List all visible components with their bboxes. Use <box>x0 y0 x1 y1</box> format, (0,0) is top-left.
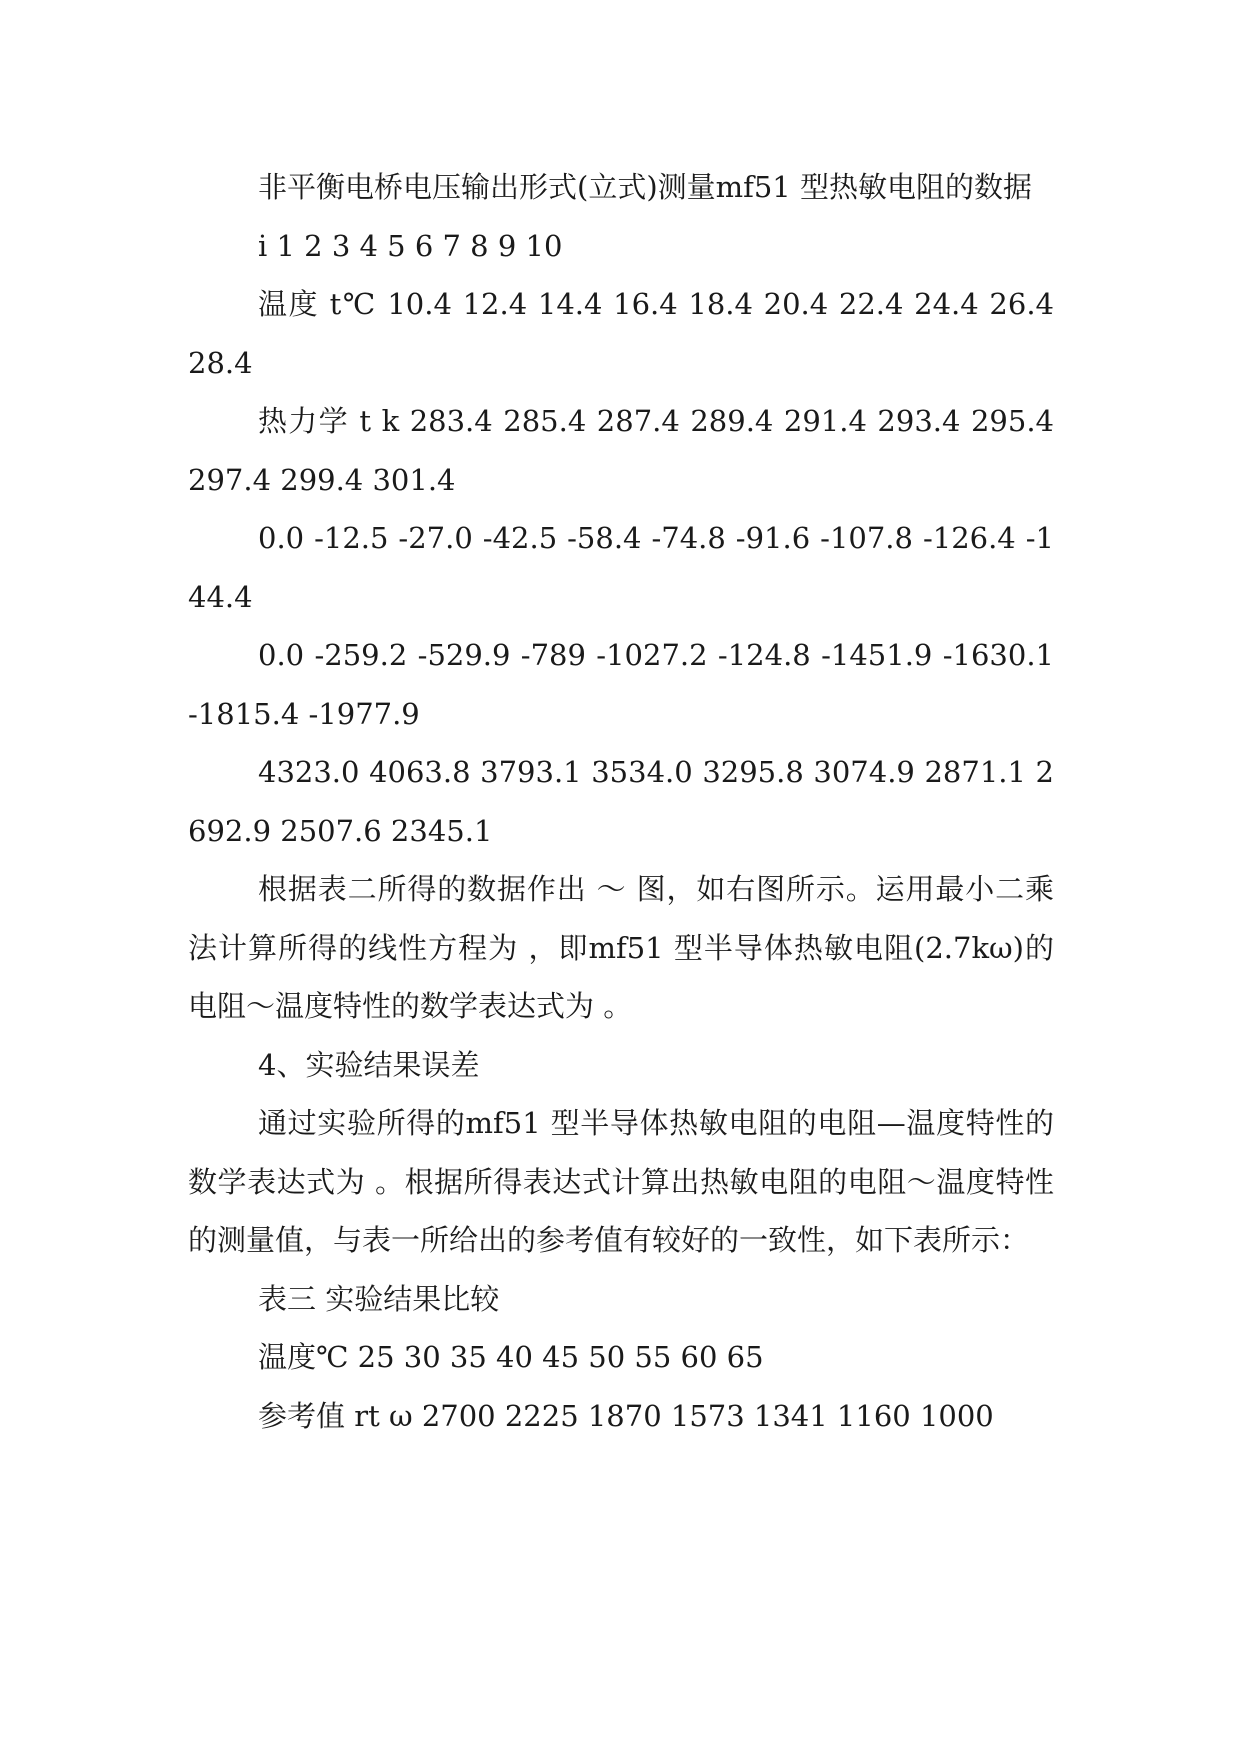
paragraph-result: 通过实验所得的mf51 型半导体热敏电阻的电阻—温度特性的数学表达式为 。根据所得表达式计算出热敏电阻的电阻～温度特性的测量值，与表一所给出的参考值有较好的一致性，如下表所示： <box>188 1106 1054 1257</box>
section-heading-error: 4、实验结果误差 <box>258 1047 480 1082</box>
paragraph-data-row-1: 0.0 -12.5 -27.0 -42.5 -58.4 -74.8 -91.6 -107.8 -126.4 -144.4 <box>188 521 1054 614</box>
paragraph-data-row-2: 0.0 -259.2 -529.9 -789 -1027.2 -124.8 -1451.9 -1630.1 -1815.4 -1977.9 <box>188 638 1054 731</box>
paragraph-analysis: 根据表二所得的数据作出 ～ 图，如右图所示。运用最小二乘法计算所得的线性方程为 ，即mf51 型半导体热敏电阻(2.7kω)的电阻～温度特性的数学表达式为 。 <box>188 872 1054 1023</box>
paragraph-title: 非平衡电桥电压输出形式(立式)测量mf51 型热敏电阻的数据 <box>258 170 1032 204</box>
table-row-temperature: 温度℃ 25 30 35 40 45 50 55 60 65 <box>258 1340 764 1374</box>
table-caption: 表三 实验结果比较 <box>258 1281 500 1316</box>
paragraph-index-row: i 1 2 3 4 5 6 7 8 9 10 <box>258 228 563 263</box>
paragraph-data-row-3: 4323.0 4063.8 3793.1 3534.0 3295.8 3074.9 2871.1 2692.9 2507.6 2345.1 <box>188 755 1054 848</box>
document-page <box>188 158 1054 1445</box>
paragraph-thermodynamic-row: 热力学 t k 283.4 285.4 287.4 289.4 291.4 293.4 295.4 297.4 299.4 301.4 <box>188 404 1054 497</box>
paragraph-temperature-row: 温度 t℃ 10.4 12.4 14.4 16.4 18.4 20.4 22.4 24.4 26.4 28.4 <box>188 287 1054 380</box>
table-row-reference: 参考值 rt ω 2700 2225 1870 1573 1341 1160 1000 <box>258 1398 994 1433</box>
